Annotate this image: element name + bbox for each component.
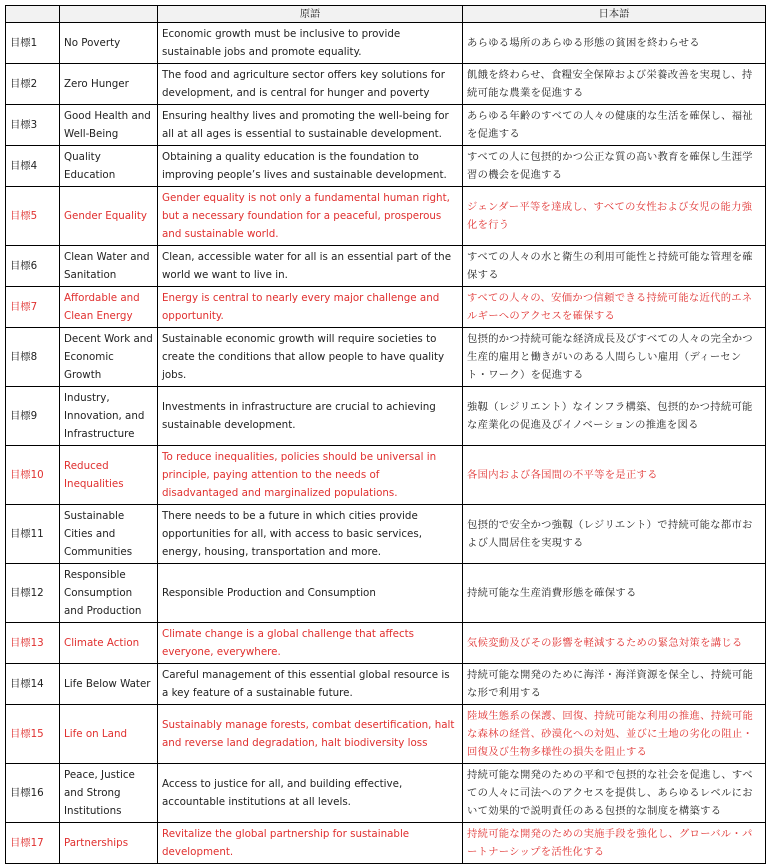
original-text-cell: Careful management of this essential global resource is a key feature of a sustainable future. [158,664,463,705]
japanese-text-cell: 包摂的かつ持続可能な経済成長及びすべての人々の完全かつ生産的雇用と働きがいのある人間らしい雇用（ディーセント・ワーク）を促進する [463,328,766,387]
table-row [6,287,766,328]
original-text-cell: The food and agriculture sector offers key solutions for development, and is central for hunger and poverty [158,64,463,105]
goal-name-cell: Reduced Inequalities [60,446,158,505]
goal-id-cell: 目標13 [6,623,60,664]
table-row [6,623,766,664]
japanese-text-cell: 持続可能な生産消費形態を確保する [463,564,766,623]
original-text-cell: Climate change is a global challenge that affects everyone, everywhere. [158,623,463,664]
header-name [60,6,158,23]
table-row [6,105,766,146]
japanese-text-cell: ジェンダー平等を達成し、すべての女性および女児の能力強化を行う [463,187,766,246]
table-row [6,187,766,246]
goal-name-cell: Partnerships [60,823,158,864]
goal-id-cell: 目標17 [6,823,60,864]
header-original: 原語 [158,6,463,23]
original-text-cell: Economic growth must be inclusive to provide sustainable jobs and promote equality. [158,23,463,64]
goal-name-cell: Clean Water and Sanitation [60,246,158,287]
japanese-text-cell: すべての人に包摂的かつ公正な質の高い教育を確保し生涯学習の機会を促進する [463,146,766,187]
goal-name-cell: Affordable and Clean Energy [60,287,158,328]
header-id [6,6,60,23]
original-text-cell: There needs to be a future in which cities provide opportunities for all, with access to basic services, energy, housing, transportation and more. [158,505,463,564]
japanese-text-cell: 飢餓を終わらせ、食糧安全保障および栄養改善を実現し、持続可能な農業を促進する [463,64,766,105]
header-row [6,6,766,23]
goal-id-cell: 目標14 [6,664,60,705]
sdg-table [5,5,766,864]
goal-id-cell: 目標6 [6,246,60,287]
goal-id-cell: 目標8 [6,328,60,387]
goal-name-cell: Good Health and Well-Being [60,105,158,146]
japanese-text-cell: 気候変動及びその影響を軽減するための緊急対策を講じる [463,623,766,664]
goal-name-cell: Responsible Consumption and Production [60,564,158,623]
original-text-cell: Clean, accessible water for all is an essential part of the world we want to live in. [158,246,463,287]
original-text-cell: Access to justice for all, and building effective, accountable institutions at all levels. [158,764,463,823]
goal-id-cell: 目標10 [6,446,60,505]
goal-name-cell: Gender Equality [60,187,158,246]
goal-name-cell: Quality Education [60,146,158,187]
goal-name-cell: Zero Hunger [60,64,158,105]
goal-id-cell: 目標5 [6,187,60,246]
goal-id-cell: 目標1 [6,23,60,64]
goal-id-cell: 目標2 [6,64,60,105]
original-text-cell: Investments in infrastructure are crucial to achieving sustainable development. [158,387,463,446]
japanese-text-cell: あらゆる場所のあらゆる形態の貧困を終わらせる [463,23,766,64]
japanese-text-cell: 包摂的で安全かつ強靱（レジリエント）で持続可能な都市および人間居住を実現する [463,505,766,564]
goal-name-cell: Sustainable Cities and Communities [60,505,158,564]
original-text-cell: Energy is central to nearly every major challenge and opportunity. [158,287,463,328]
original-text-cell: Sustainable economic growth will require societies to create the conditions that allow people to have quality jobs. [158,328,463,387]
table-row [6,564,766,623]
japanese-text-cell: 陸域生態系の保護、回復、持続可能な利用の推進、持続可能な森林の経営、砂漠化への対処、並びに土地の劣化の阻止・回復及び生物多様性の損失を阻止する [463,705,766,764]
goal-id-cell: 目標4 [6,146,60,187]
goal-name-cell: Peace, Justice and Strong Institutions [60,764,158,823]
table-row [6,664,766,705]
goal-id-cell: 目標11 [6,505,60,564]
original-text-cell: To reduce inequalities, policies should be universal in principle, paying attention to the needs of disadvantaged and marginalized populations. [158,446,463,505]
table-row [6,823,766,864]
goal-id-cell: 目標16 [6,764,60,823]
header-japanese: 日本語 [463,6,766,23]
original-text-cell: Responsible Production and Consumption [158,564,463,623]
goal-id-cell: 目標15 [6,705,60,764]
table-row [6,246,766,287]
table-body [6,23,766,864]
japanese-text-cell: すべての人々の、安価かつ信頼できる持続可能な近代的エネルギーへのアクセスを確保する [463,287,766,328]
japanese-text-cell: すべての人々の水と衛生の利用可能性と持続可能な管理を確保する [463,246,766,287]
japanese-text-cell: あらゆる年齢のすべての人々の健康的な生活を確保し、福祉を促進する [463,105,766,146]
original-text-cell: Obtaining a quality education is the foundation to improving people’s lives and sustainable development. [158,146,463,187]
table-row [6,387,766,446]
original-text-cell: Sustainably manage forests, combat desertification, halt and reverse land degradation, halt biodiversity loss [158,705,463,764]
table-row [6,146,766,187]
goal-id-cell: 目標3 [6,105,60,146]
table-row [6,705,766,764]
goal-name-cell: Climate Action [60,623,158,664]
table-row [6,328,766,387]
goal-id-cell: 目標9 [6,387,60,446]
original-text-cell: Gender equality is not only a fundamental human right, but a necessary foundation for a peaceful, prosperous and sustainable world. [158,187,463,246]
japanese-text-cell: 持続可能な開発のための実施手段を強化し、グローバル・パートナーシップを活性化する [463,823,766,864]
japanese-text-cell: 各国内および各国間の不平等を是正する [463,446,766,505]
goal-id-cell: 目標7 [6,287,60,328]
table-row [6,64,766,105]
japanese-text-cell: 持続可能な開発のために海洋・海洋資源を保全し、持続可能な形で利用する [463,664,766,705]
japanese-text-cell: 持続可能な開発のための平和で包摂的な社会を促進し、すべての人々に司法へのアクセスを提供し、あらゆるレベルにおいて効果的で説明責任のある包摂的な制度を構築する [463,764,766,823]
table-row [6,23,766,64]
table-row [6,505,766,564]
goal-name-cell: Life on Land [60,705,158,764]
original-text-cell: Revitalize the global partnership for sustainable development. [158,823,463,864]
goal-name-cell: Industry, Innovation, and Infrastructure [60,387,158,446]
table-row [6,764,766,823]
japanese-text-cell: 強靱（レジリエント）なインフラ構築、包摂的かつ持続可能な産業化の促進及びイノベーションの推進を図る [463,387,766,446]
original-text-cell: Ensuring healthy lives and promoting the well-being for all at all ages is essential to sustainable development. [158,105,463,146]
goal-name-cell: Decent Work and Economic Growth [60,328,158,387]
goal-name-cell: Life Below Water [60,664,158,705]
goal-name-cell: No Poverty [60,23,158,64]
table-row [6,446,766,505]
goal-id-cell: 目標12 [6,564,60,623]
